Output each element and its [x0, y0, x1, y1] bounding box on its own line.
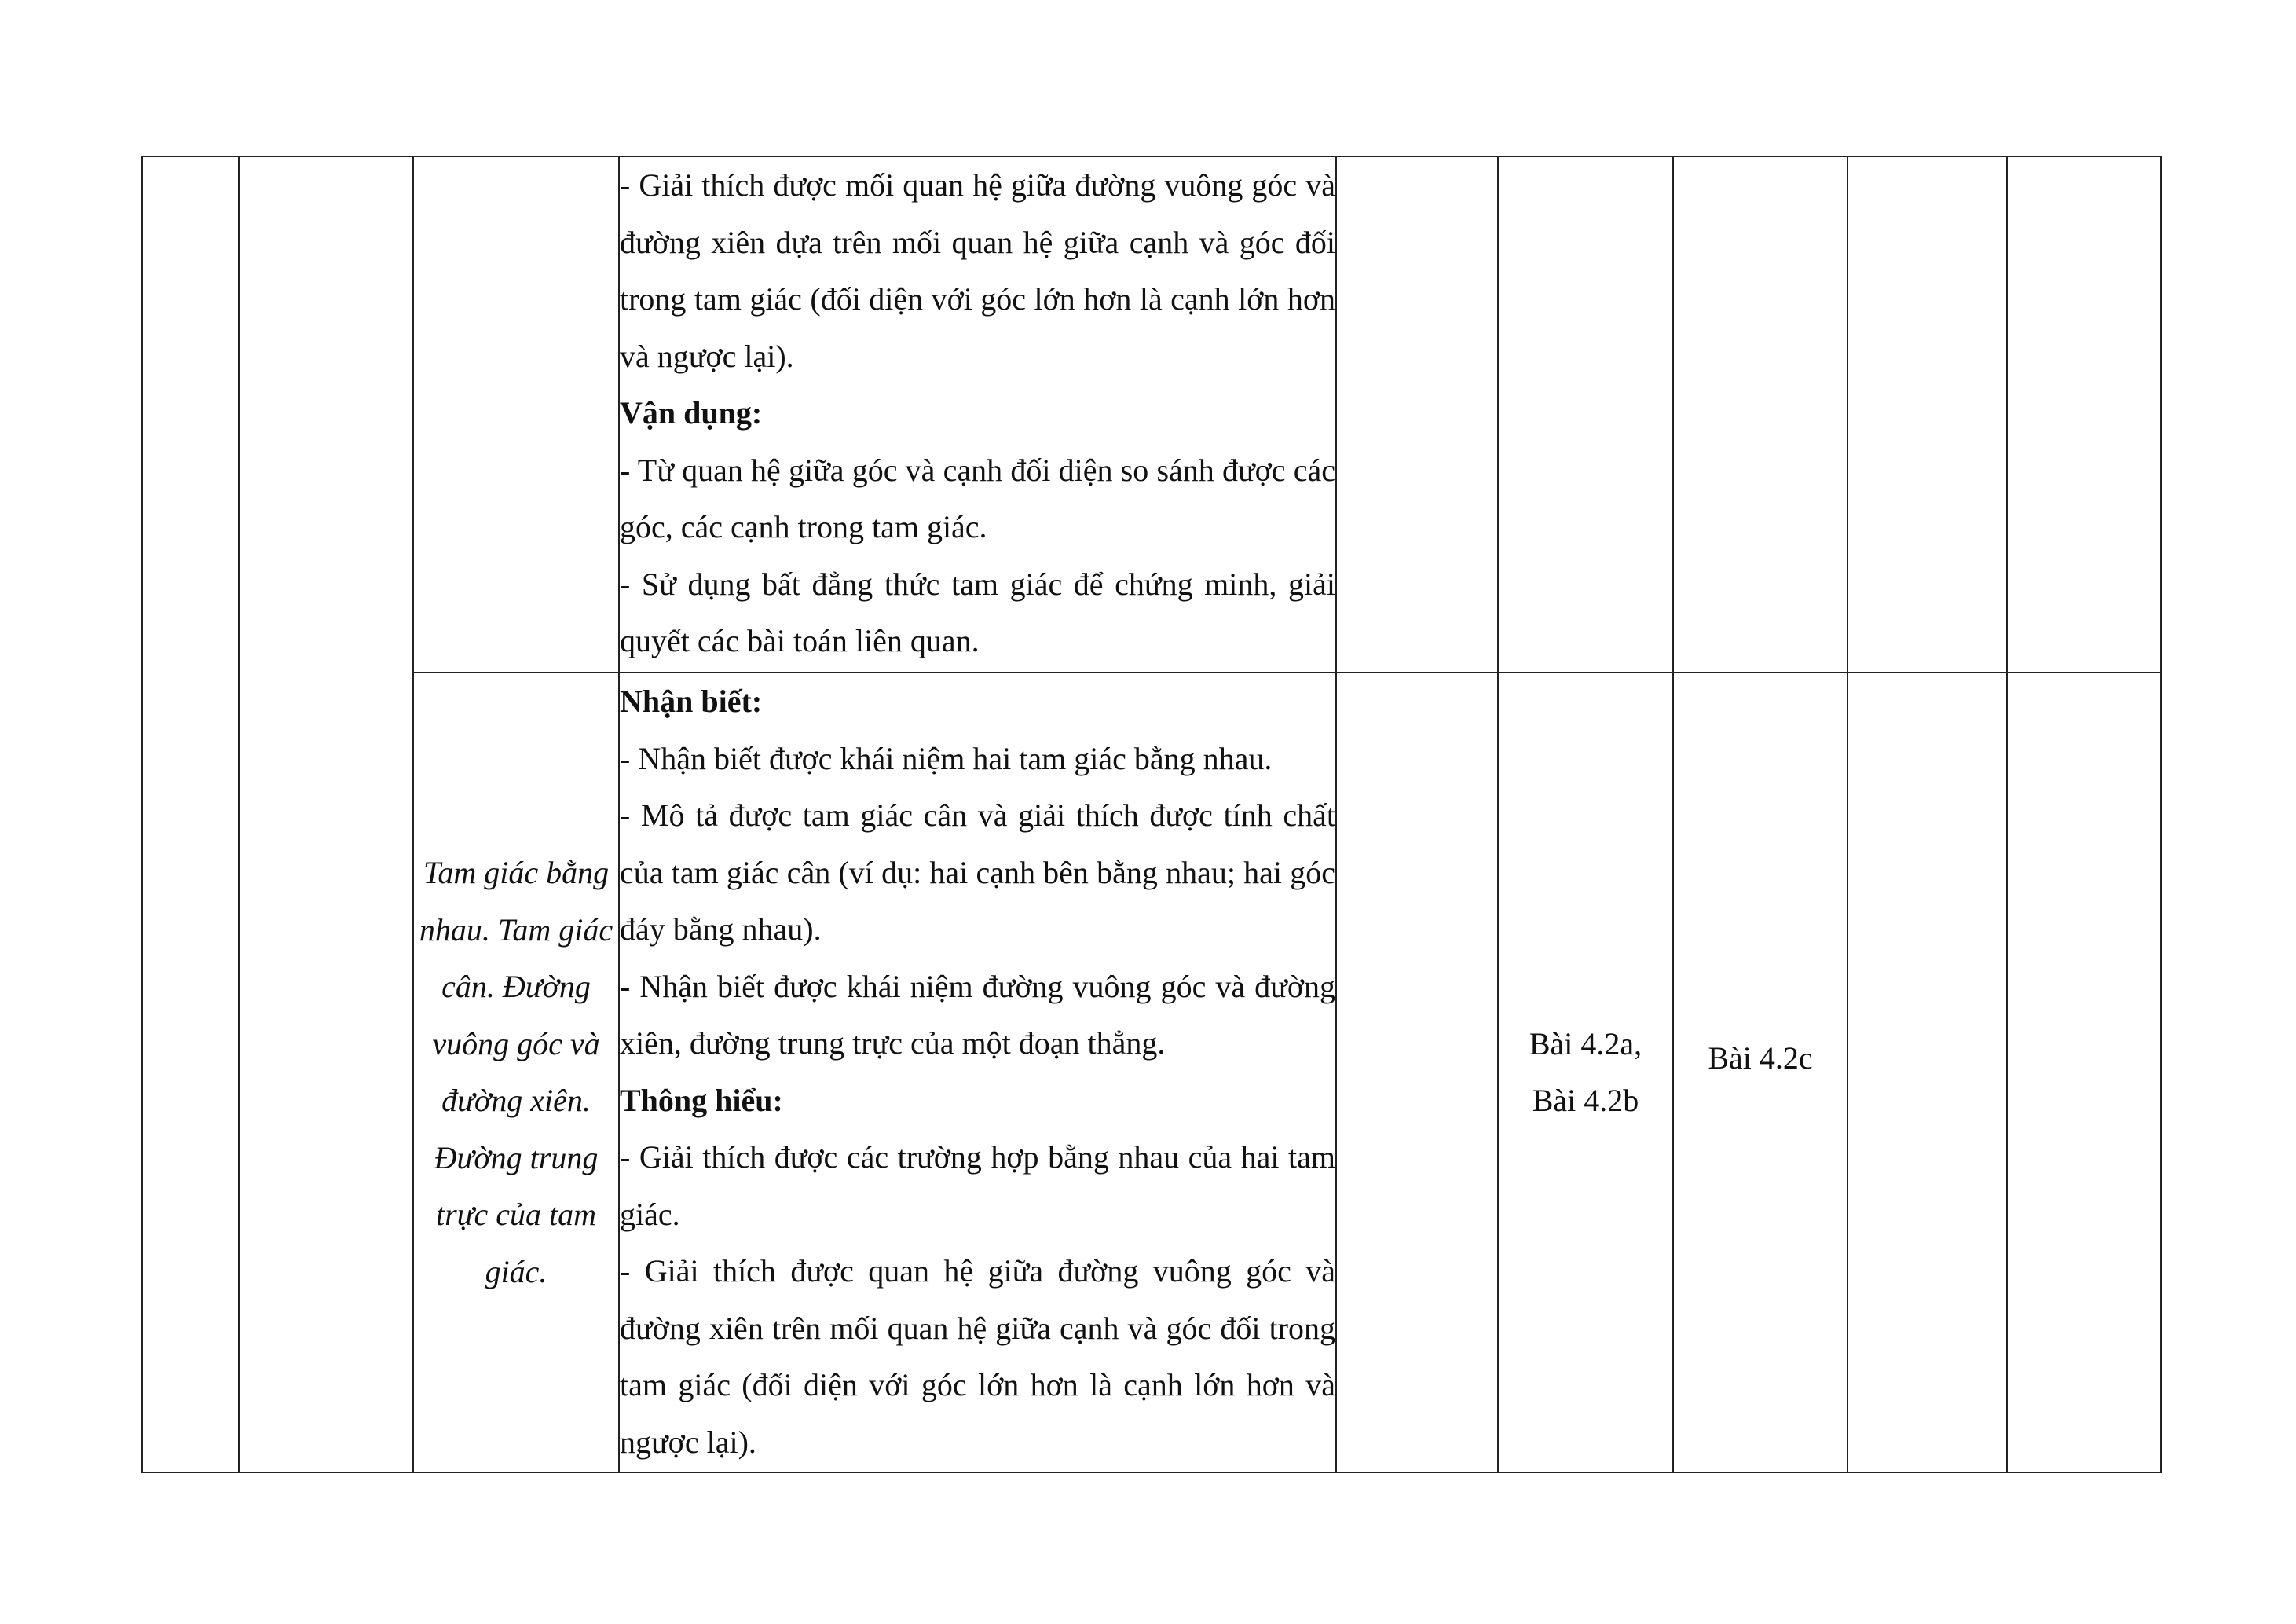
level-cell	[1336, 673, 1498, 1472]
chapter-name-cell	[239, 156, 413, 1472]
ref-line: Bài 4.2b	[1532, 1083, 1639, 1118]
requirement-description-cell	[619, 156, 1336, 673]
level-cell	[2007, 156, 2161, 673]
ref-line: Bài 4.2a,	[1529, 1025, 1642, 1061]
level-cell	[1847, 156, 2007, 673]
table-row	[142, 156, 2161, 673]
level-cell	[1847, 673, 2007, 1472]
requirement-item: - Nhận biết được khái niệm đường vuông góc và đường xiên, đường trung trực của một đoạn thẳng.	[620, 968, 1335, 1061]
level-heading: Vận dụng:	[620, 395, 763, 431]
requirement-item: - Sử dụng bất đẳng thức tam giác để chứng minh, giải quyết các bài toán liên quan.	[620, 566, 1335, 658]
spec-matrix-table	[141, 156, 2162, 1473]
level-cell	[1673, 156, 1847, 673]
topic-cell	[413, 673, 619, 1472]
level-heading: Thông hiểu:	[620, 1082, 783, 1118]
level-cell	[1336, 156, 1498, 673]
level-cell	[2007, 673, 2161, 1472]
requirement-item: - Nhận biết được khái niệm hai tam giác bằng nhau.	[620, 740, 1273, 776]
requirement-description-cell	[619, 673, 1336, 1472]
requirement-item: - Giải thích được các trường hợp bằng nhau của hai tam giác.	[620, 1139, 1335, 1232]
topic-label: Tam giác bằng nhau. Tam giác cân. Đường vuông góc và đường xiên. Đường trung trực của tam giác.	[419, 855, 613, 1289]
thong-hieu-ref-cell	[1673, 673, 1847, 1472]
nhan-biet-ref-cell	[1498, 673, 1673, 1472]
requirement-lines	[620, 157, 1335, 670]
level-heading: Nhận biết:	[620, 684, 763, 719]
table-row	[142, 673, 2161, 1472]
requirement-item: - Từ quan hệ giữa góc và cạnh đối diện so sánh được các góc, các cạnh trong tam giác.	[620, 452, 1335, 544]
requirement-item: - Giải thích được quan hệ giữa đường vuông góc và đường xiên trên mối quan hệ giữa cạnh và góc đối trong tam giác (đối diện với góc lớn hơn là cạnh lớn hơn và ngược lại).	[620, 1253, 1335, 1460]
requirement-item: - Giải thích được mối quan hệ giữa đường vuông góc và đường xiên dựa trên mối quan hệ giữa cạnh và góc đối trong tam giác (đối diện với góc lớn hơn là cạnh lớn hơn và ngược lại).	[620, 167, 1335, 374]
chapter-number-cell	[142, 156, 239, 1472]
requirement-lines	[620, 673, 1335, 1471]
ref-line: Bài 4.2c	[1708, 1039, 1813, 1076]
topic-cell	[413, 156, 619, 673]
requirement-item: - Mô tả được tam giác cân và giải thích được tính chất của tam giác cân (ví dụ: hai cạnh bên bằng nhau; hai góc đáy bằng nhau).	[620, 797, 1335, 947]
level-cell	[1498, 156, 1673, 673]
